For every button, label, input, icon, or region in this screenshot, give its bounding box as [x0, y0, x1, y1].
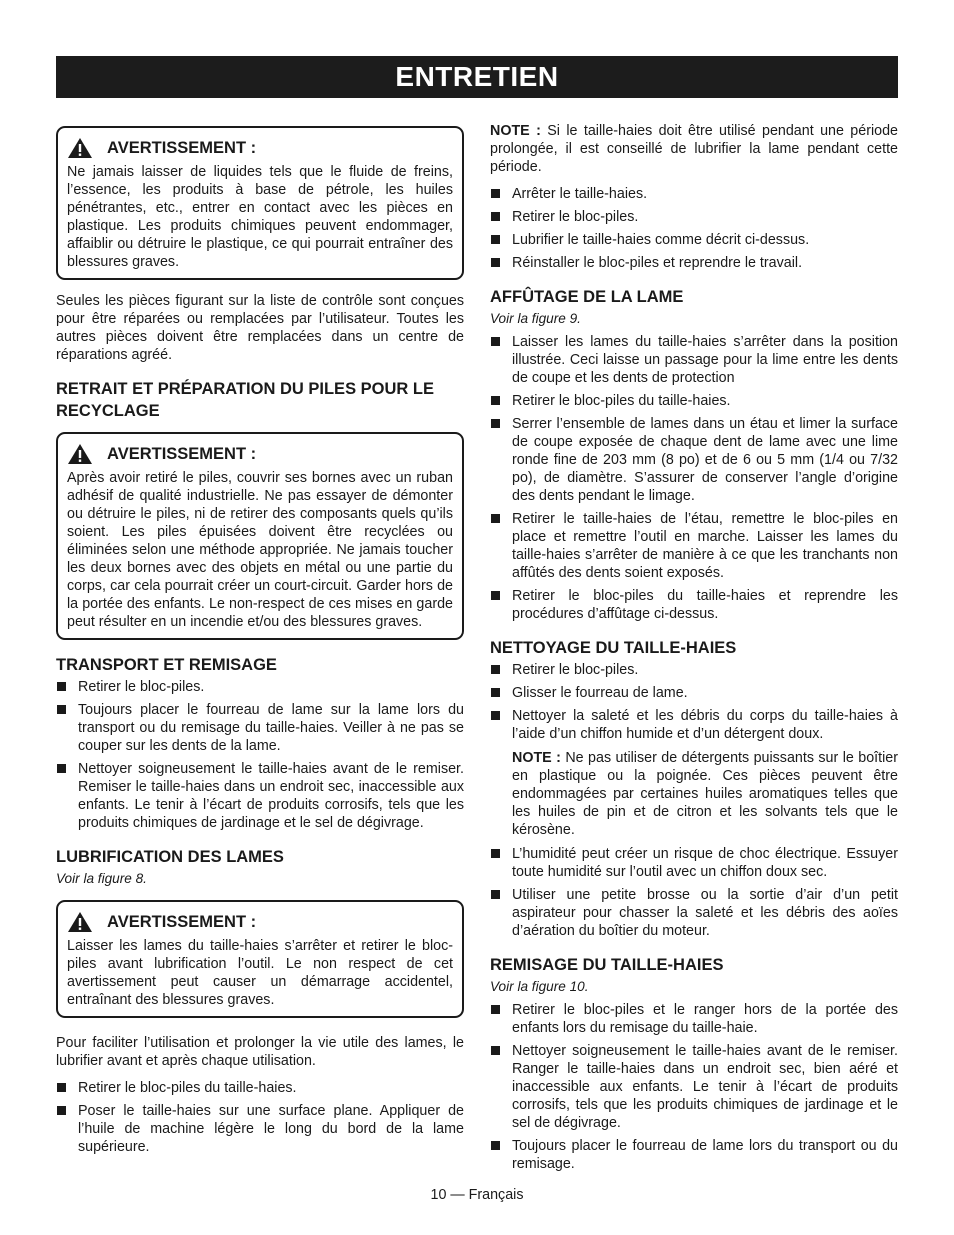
warning-box-liquids	[56, 126, 464, 280]
affutage-list	[490, 333, 898, 623]
bullet-square-icon	[491, 258, 500, 267]
list-item	[490, 1001, 898, 1037]
lubrication-paragraph: Pour faciliter l’utilisation et prolonger la vie utile des lames, le lubrifier avant et après chaque utilisation.	[56, 1035, 464, 1069]
bullet-square-icon	[491, 212, 500, 221]
list-item-text: Retirer le bloc-piles du taille-haies.	[512, 393, 731, 409]
section-title-transport: TRANSPORT ET REMISAGE	[56, 656, 277, 674]
warning-triangle-icon	[67, 137, 93, 159]
lubrication-list	[56, 1079, 464, 1156]
bullet-square-icon	[491, 419, 500, 428]
list-item-text: Toujours placer le fourreau de lame sur la lame lors du transport ou du remisage du taille-haies. Veiller à ne pas se couper sur les dents de la lame.	[78, 702, 464, 754]
bullet-square-icon	[491, 396, 500, 405]
note-list	[490, 185, 898, 272]
list-item	[490, 1137, 898, 1173]
section-title-affutage: AFFÛTAGE DE LA LAME	[490, 288, 684, 306]
note-label: NOTE :	[490, 123, 541, 139]
list-item	[490, 333, 898, 387]
bullet-square-icon	[491, 1141, 500, 1150]
list-item-text: L’humidité peut créer un risque de choc électrique. Essuyer toute humidité sur l’outil avec un chiffon doux sec.	[512, 846, 898, 880]
list-item	[490, 254, 898, 272]
bullet-square-icon	[491, 665, 500, 674]
note-label: NOTE :	[512, 750, 561, 766]
list-item-text: Toujours placer le fourreau de lame lors du transport ou du remisage.	[512, 1138, 898, 1172]
list-item	[490, 684, 898, 702]
warning-text: Laisser les lames du taille-haies s’arrêter et retirer le bloc-piles avant lubrification l’outil. Le non respect de cet avertissement peut causer un démarrage accidentel, entraînant des blessures graves.	[67, 938, 453, 1008]
list-item-text: Retirer le bloc-piles et le ranger hors de la portée des enfants lors du remisage du taille-haie.	[512, 1002, 898, 1036]
bullet-square-icon	[57, 1083, 66, 1092]
list-item-text: Retirer le bloc-piles.	[512, 209, 639, 225]
bullet-square-icon	[57, 705, 66, 714]
bullet-square-icon	[491, 514, 500, 523]
list-item	[490, 392, 898, 410]
list-item	[56, 1079, 464, 1097]
list-item-text: Nettoyer soigneusement le taille-haies avant de le remiser. Ranger le taille-haies dans un endroit sec, bien aéré et inaccessible aux enfants. Le tenir à l’écart de produits corrosifs, tels que les produits chimiques de jardinage et le sel de dégivrage.	[512, 1043, 898, 1131]
list-item-text: Glisser le fourreau de lame.	[512, 685, 688, 701]
list-item	[490, 231, 898, 249]
bullet-square-icon	[491, 849, 500, 858]
bullet-square-icon	[57, 682, 66, 691]
section-title-remisage: REMISAGE DU TAILLE-HAIES	[490, 956, 724, 974]
note-text: Ne pas utiliser de détergents puissants sur le boîtier en plastique ou la poignée. Ces pièces peuvent être endommagées par certaines huiles aromatiques telles que les huiles de pin et de citron et les solvants tels que le kérosène.	[512, 750, 898, 838]
figure-reference: Voir la figure 9.	[490, 311, 581, 326]
list-item	[490, 510, 898, 582]
list-item-text: Utiliser une petite brosse ou la sortie d’air d’un petit aspirateur pour chasser la saleté et les débris des aoïes d’aération du boîtier du moteur.	[512, 887, 898, 939]
list-item-text: Retirer le bloc-piles.	[78, 679, 205, 695]
transport-list	[56, 678, 464, 832]
list-item	[490, 208, 898, 226]
warning-text: Ne jamais laisser de liquides tels que le fluide de freins, l’essence, les produits à base de pétrole, les huiles pénétrantes, etc., entrer en contact avec les pièces en plastique. Les produits chimiques peuvent endommager, affaiblir ou détruire le plastique, ce qui pourrait entraîner des blessures graves.	[67, 164, 453, 270]
bullet-square-icon	[491, 688, 500, 697]
nettoyage-list-2	[490, 845, 898, 940]
figure-reference: Voir la figure 8.	[56, 871, 147, 886]
warning-box-lubrication	[56, 900, 464, 1018]
list-item-text: Retirer le taille-haies de l’étau, remettre le bloc-piles en place et remettre l’outil en marche. Laisser les lames du taille-haies s’arrêter de manière à ce que les tranchants non affûtés des dents soient exposés.	[512, 511, 898, 581]
list-item-text: Serrer l’ensemble de lames dans un étau et limer la surface de coupe exposée de chaque dent de lame avec une lime ronde fine de 203 mm (8 po) et de 6 ou 5 mm (1/4 ou 7/32 po), de diamètre. S’assurer de conserver l’angle d’origine des dents pendant le limage.	[512, 416, 898, 504]
warning-box-batteries	[56, 432, 464, 640]
bullet-square-icon	[57, 1106, 66, 1115]
bullet-square-icon	[491, 711, 500, 720]
section-title-lubrification: LUBRIFICATION DES LAMES	[56, 848, 284, 866]
bullet-square-icon	[491, 1046, 500, 1055]
warning-title: AVERTISSEMENT :	[107, 913, 257, 931]
list-item-text: Retirer le bloc-piles du taille-haies.	[78, 1080, 297, 1096]
warning-header	[67, 137, 453, 159]
warning-text: Après avoir retiré le piles, couvrir ses bornes avec un ruban adhésif de qualité industrielle. Ne pas essayer de démonter ou détruire le piles, ni de retirer des composants quels qu’ils soient. Les piles épuisées doivent être recyclées ou éliminées selon une méthode appropriée. Ne jamais toucher les deux bornes avec des objets en métal ou une partie du corps, car cela pourrait créer un court-circuit. Garder hors de la portée des enfants. Le non-respect de ces mises en garde peut résulter en un incendie et/ou des blessures graves.	[67, 470, 453, 630]
list-item	[490, 845, 898, 881]
list-item-text: Arrêter le taille-haies.	[512, 186, 648, 202]
list-item	[490, 707, 898, 743]
right-column	[490, 122, 898, 1179]
list-item	[56, 1102, 464, 1156]
remisage-list	[490, 1001, 898, 1173]
cleaning-note	[490, 749, 898, 839]
section-title-nettoyage: NETTOYAGE DU TAILLE-HAIES	[490, 639, 737, 657]
list-item	[490, 587, 898, 623]
list-item	[56, 701, 464, 755]
warning-title: AVERTISSEMENT :	[107, 139, 257, 157]
bullet-square-icon	[57, 764, 66, 773]
list-item-text: Retirer le bloc-piles.	[512, 662, 639, 678]
section-title-retrait: RETRAIT ET PRÉPARATION DU PILES POUR LE RECYCLAGE	[56, 380, 434, 420]
bullet-square-icon	[491, 890, 500, 899]
bullet-square-icon	[491, 591, 500, 600]
list-item-text: Laisser les lames du taille-haies s’arrêter dans la position illustrée. Ceci laisse un passage pour la lime entre les dents de coupe et les dents de protection	[512, 334, 898, 386]
bullet-square-icon	[491, 235, 500, 244]
page-footer: 10 — Français	[430, 1187, 524, 1203]
list-item	[56, 760, 464, 832]
list-item	[490, 886, 898, 940]
list-item-text: Retirer le bloc-piles du taille-haies et reprendre les procédures d’affûtage ci-dessus.	[512, 588, 898, 622]
bullet-square-icon	[491, 337, 500, 346]
list-item-text: Réinstaller le bloc-piles et reprendre le travail.	[512, 255, 803, 271]
list-item-text: Lubrifier le taille-haies comme décrit ci-dessus.	[512, 232, 810, 248]
left-column	[56, 122, 464, 1162]
parts-paragraph: Seules les pièces figurant sur la liste de contrôle sont conçues pour être réparées ou remplacées par l’utilisateur. Toutes les autres pièces doivent être remplacées dans un centre de réparations agréé.	[56, 293, 464, 363]
bullet-square-icon	[491, 1005, 500, 1014]
list-item-text: Nettoyer la saleté et les débris du corps du taille-haies à l’aide d’un chiffon humide et d’un détergent doux.	[512, 708, 898, 742]
nettoyage-list	[490, 661, 898, 743]
warning-header	[67, 443, 453, 465]
list-item	[490, 185, 898, 203]
warning-header	[67, 911, 453, 933]
list-item	[56, 678, 464, 696]
list-item	[490, 661, 898, 679]
page-title: ENTRETIEN	[56, 56, 898, 98]
figure-reference: Voir la figure 10.	[490, 979, 589, 994]
bullet-square-icon	[491, 189, 500, 198]
warning-title: AVERTISSEMENT :	[107, 445, 257, 463]
note-text: Si le taille-haies doit être utilisé pendant une période prolongée, il est conseillé de lubrifier la lame pendant cette période.	[490, 123, 898, 175]
warning-triangle-icon	[67, 911, 93, 933]
warning-triangle-icon	[67, 443, 93, 465]
list-item	[490, 1042, 898, 1132]
list-item	[490, 415, 898, 505]
list-item-text: Nettoyer soigneusement le taille-haies avant de le remiser. Remiser le taille-haies dans un endroit sec, inaccessible aux enfants. Le tenir à l’écart de produits corrosifs, tels que les produits chimiques de jardinage et le sel de dégivrage.	[78, 761, 464, 831]
note-paragraph	[490, 122, 898, 176]
list-item-text: Poser le taille-haies sur une surface plane. Appliquer de l’huile de machine légère le long du bord de la lame supérieure.	[78, 1103, 464, 1155]
